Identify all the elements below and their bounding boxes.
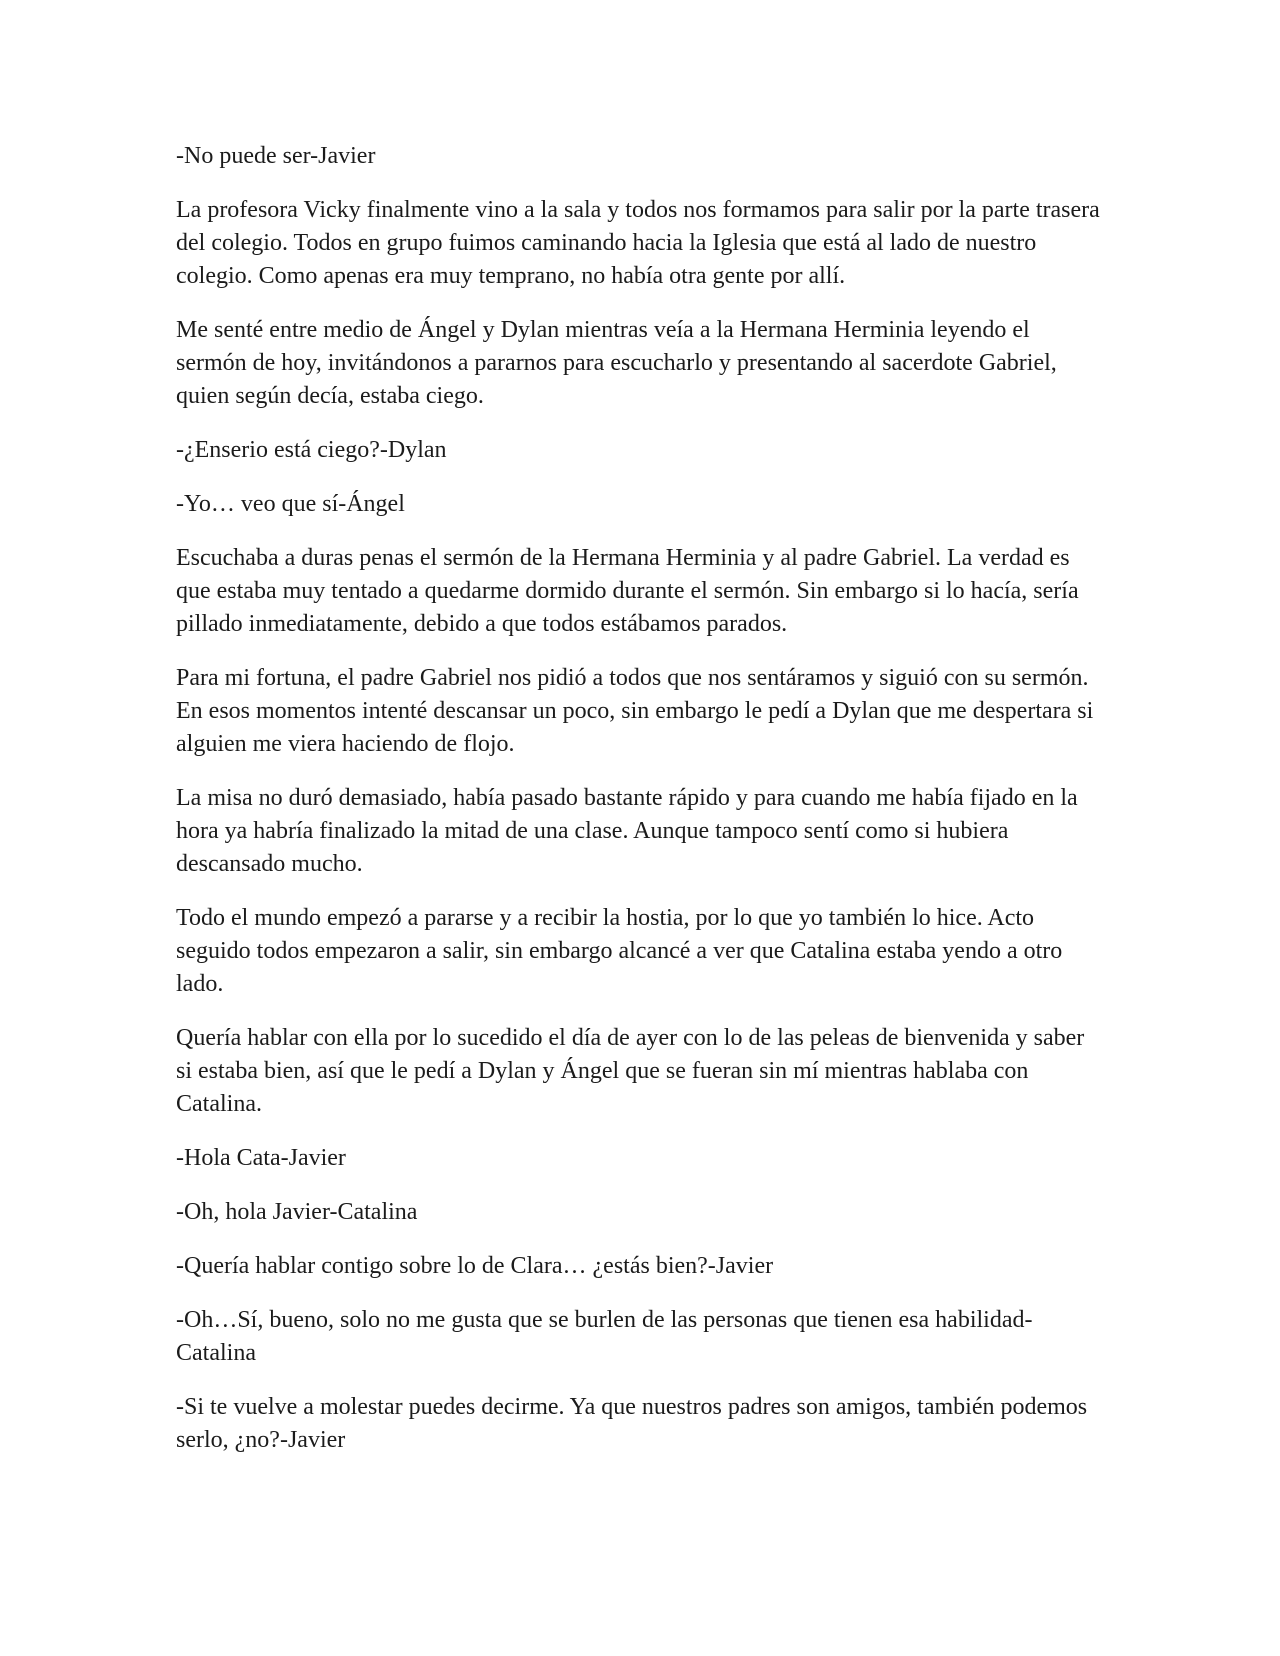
dialogue-line: -Oh, hola Javier-Catalina: [176, 1199, 418, 1225]
dialogue-line: -Yo… veo que sí-Ángel: [176, 491, 405, 517]
narrative-paragraph: Para mi fortuna, el padre Gabriel nos pidió a todos que nos sentáramos y siguió con su sermón. En esos momentos intenté descansar un poco, sin embargo le pedí a Dylan que me despertara si alguien me viera haciendo de flojo.: [176, 665, 1094, 757]
narrative-paragraph: Me senté entre medio de Ángel y Dylan mientras veía a la Hermana Herminia leyendo el sermón de hoy, invitándonos a pararnos para escucharlo y presentando al sacerdote Gabriel, quien según decía, estaba ciego.: [176, 317, 1057, 409]
document-body: [176, 140, 1106, 1478]
dialogue-line: -Quería hablar contigo sobre lo de Clara… ¿estás bien?-Javier: [176, 1253, 774, 1279]
dialogue-line: -Hola Cata-Javier: [176, 1145, 346, 1171]
dialogue-line: -No puede ser-Javier: [176, 143, 376, 169]
dialogue-line: -¿Enserio está ciego?-Dylan: [176, 437, 447, 463]
narrative-paragraph: Escuchaba a duras penas el sermón de la Hermana Herminia y al padre Gabriel. La verdad es que estaba muy tentado a quedarme dormido durante el sermón. Sin embargo si lo hacía, sería pillado inmediatamente, debido a que todos estábamos parados.: [176, 545, 1079, 637]
dialogue-line: -Si te vuelve a molestar puedes decirme. Ya que nuestros padres son amigos, también podemos serlo, ¿no?-Javier: [176, 1394, 1088, 1453]
narrative-paragraph: Quería hablar con ella por lo sucedido el día de ayer con lo de las peleas de bienvenida y saber si estaba bien, así que le pedí a Dylan y Ángel que se fueran sin mí mientras hablaba con Catalina.: [176, 1025, 1085, 1117]
narrative-paragraph: La misa no duró demasiado, había pasado bastante rápido y para cuando me había fijado en la hora ya habría finalizado la mitad de una clase. Aunque tampoco sentí como si hubiera descansado mucho.: [176, 785, 1078, 877]
narrative-paragraph: Todo el mundo empezó a pararse y a recibir la hostia, por lo que yo también lo hice. Acto seguido todos empezaron a salir, sin embargo alcancé a ver que Catalina estaba yendo a otro lado.: [176, 905, 1063, 997]
narrative-paragraph: La profesora Vicky finalmente vino a la sala y todos nos formamos para salir por la parte trasera del colegio. Todos en grupo fuimos caminando hacia la Iglesia que está al lado de nuestro colegio. Como apenas era muy temprano, no había otra gente por allí.: [176, 197, 1100, 289]
dialogue-line: -Oh…Sí, bueno, solo no me gusta que se burlen de las personas que tienen esa habilidad-Catalina: [176, 1307, 1033, 1366]
